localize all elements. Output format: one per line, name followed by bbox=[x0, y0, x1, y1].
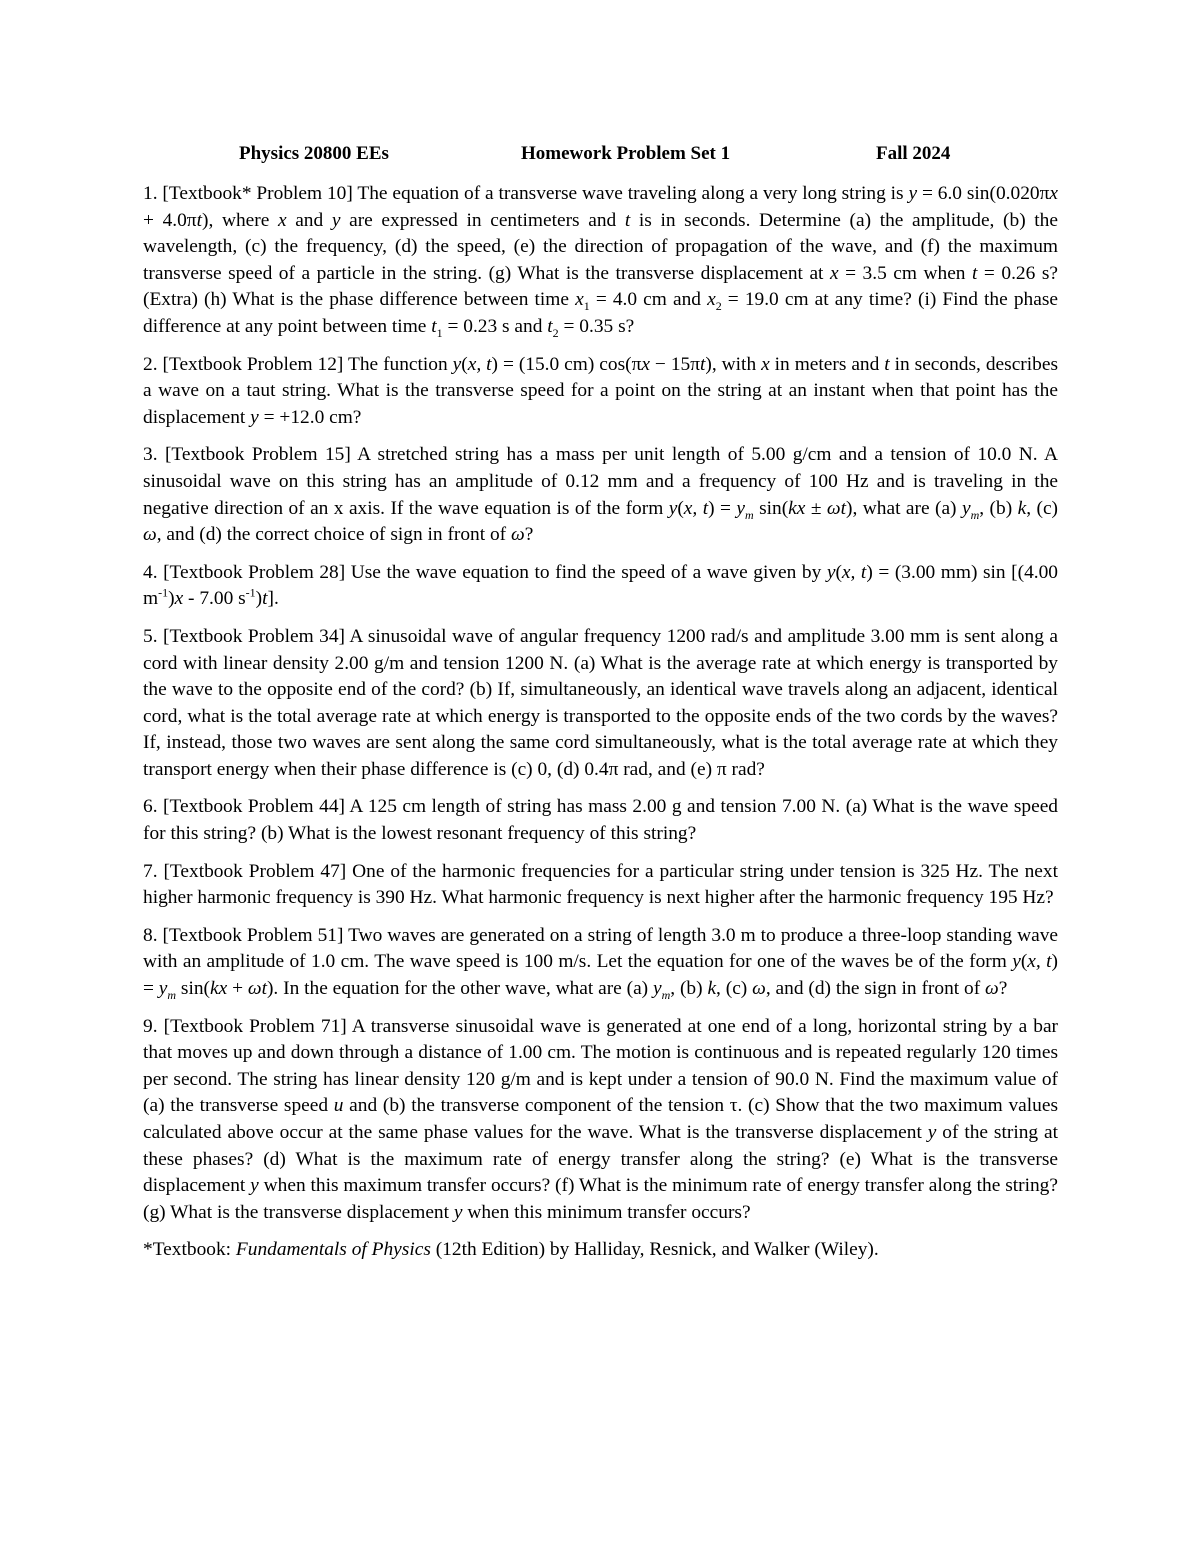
text: = 19.0 cm at any time? (i) Find the phase difference at any point between time bbox=[143, 289, 1058, 337]
superscript: -1 bbox=[158, 585, 169, 600]
problem-5 bbox=[143, 624, 1058, 784]
page-header bbox=[0, 143, 1200, 169]
text: and bbox=[286, 209, 332, 231]
problem-7 bbox=[143, 859, 1058, 912]
math-var: y bbox=[961, 497, 971, 519]
text: sin( bbox=[753, 497, 789, 519]
subscript: 2 bbox=[715, 299, 722, 314]
math-var: t bbox=[624, 209, 631, 231]
problem-label: 4. [Textbook Problem 28] bbox=[143, 561, 346, 583]
math-var: y bbox=[908, 183, 918, 204]
math-var: x, t bbox=[467, 353, 492, 375]
subscript: 1 bbox=[583, 299, 590, 314]
text: ( bbox=[677, 497, 684, 519]
math-var: y bbox=[158, 978, 168, 1000]
text: , and (d) the sign in front of bbox=[765, 978, 986, 1000]
math-var: y bbox=[826, 561, 836, 583]
text: = 4.0 cm and bbox=[589, 289, 708, 311]
math-var: y bbox=[668, 497, 678, 519]
math-var: t bbox=[884, 353, 890, 375]
problem-label: 5. [Textbook Problem 34] bbox=[143, 625, 345, 647]
text: ± bbox=[805, 497, 827, 519]
text: Two waves are generated on a string of length 3.0 m to produce a three-loop standing wave with an amplitude of 1.0 cm. The wave speed is 100 m/s. Let the equation for one of the waves be of the form bbox=[143, 924, 1058, 973]
problem-2 bbox=[143, 352, 1058, 432]
text: is in seconds. Determine (a) the amplitude, (b) the wavelength, (c) the frequency, (d) the speed, (e) the direction of propagation of the wave, and (f) the maximum transverse speed of a particle in the string. (g) What is the transverse displacement at bbox=[143, 209, 1058, 284]
math-var: ωt bbox=[826, 497, 847, 519]
math-var: kx bbox=[788, 497, 806, 519]
text: ? bbox=[998, 978, 1008, 1000]
math-var: t bbox=[547, 315, 553, 337]
course-name: Physics 20800 EEs bbox=[239, 143, 389, 164]
math-var: x bbox=[761, 353, 770, 375]
math-var: x, t bbox=[841, 561, 867, 583]
math-var: y bbox=[653, 978, 662, 1000]
subscript: m bbox=[744, 507, 754, 522]
math-var: y bbox=[927, 1122, 937, 1143]
math-var: t bbox=[196, 209, 202, 231]
math-var: x bbox=[829, 262, 839, 284]
text: ) = (15.0 cm) cos(π bbox=[491, 353, 642, 375]
text: ), with bbox=[705, 353, 762, 375]
math-var: ωt bbox=[247, 978, 267, 1000]
text: ? bbox=[524, 524, 534, 546]
text: = 3.5 cm when bbox=[838, 262, 973, 284]
math-var: u bbox=[333, 1095, 344, 1117]
footnote-suffix: (12th Edition) by Halliday, Resnick, and Walker (Wiley). bbox=[430, 1239, 879, 1261]
problem-label: 6. [Textbook Problem 44] bbox=[143, 796, 345, 818]
math-var: x bbox=[174, 588, 184, 610]
text: in meters and bbox=[769, 353, 885, 375]
math-var: y bbox=[331, 209, 341, 231]
text: ) = (3.00 mm) sin [(4.00 m bbox=[143, 561, 1058, 610]
page-title: Homework Problem Set 1 bbox=[521, 143, 731, 164]
text: A transverse sinusoidal wave is generated at one end of a long, horizontal string by a bar that moves up and down through a distance of 1.00 cm. The motion is continuous and is repeated regularly 120 times per second. The string has linear density 120 g/m and is kept under a tension of 90.0 N. Find the maximum value of (a) the transverse speed bbox=[143, 1015, 1059, 1117]
text: ) = bbox=[143, 951, 1058, 1000]
text: A 125 cm length of string has mass 2.00 g and tension 7.00 N. (a) What is the wave speed for this string? (b) What is the lowest resonant frequency of this string? bbox=[143, 796, 1059, 845]
text: ) bbox=[255, 588, 263, 610]
term-label: Fall 2024 bbox=[876, 143, 951, 164]
math-var: x bbox=[707, 289, 716, 311]
text: ]. bbox=[267, 588, 279, 610]
text: , (c) bbox=[716, 978, 753, 1000]
math-var: ω bbox=[752, 978, 766, 1000]
text: and (b) the transverse component of the tension τ. (c) Show that the two maximum values calculated above occur at the same phase values for the wave. What is the transverse displacement bbox=[143, 1095, 1058, 1143]
math-var: x, t bbox=[1027, 951, 1052, 973]
text: , (c) bbox=[1026, 497, 1059, 519]
subscript: m bbox=[661, 987, 671, 1002]
text: , (b) bbox=[979, 497, 1018, 519]
problem-label: 9. [Textbook Problem 71] bbox=[143, 1015, 347, 1037]
text: One of the harmonic frequencies for a particular string under tension is 325 Hz. The next higher harmonic frequency is 390 Hz. What harmonic frequency is next higher after the harmonic frequency 195 Hz? bbox=[143, 860, 1058, 909]
text: sin( bbox=[176, 978, 211, 1000]
text: The function bbox=[343, 353, 453, 375]
math-var: x bbox=[575, 289, 584, 311]
superscript: -1 bbox=[245, 585, 256, 600]
problem-label: 7. [Textbook Problem 47] bbox=[143, 860, 347, 882]
problem-label: 3. [Textbook Problem 15] bbox=[143, 444, 351, 466]
math-var: ω bbox=[511, 524, 525, 546]
math-var: y bbox=[453, 1201, 463, 1223]
math-var: k bbox=[707, 978, 717, 1000]
text: Use the wave equation to find the speed of a wave given by bbox=[345, 561, 827, 583]
problem-8 bbox=[143, 923, 1058, 1003]
subscript: 1 bbox=[436, 325, 443, 340]
math-var: x bbox=[277, 209, 287, 231]
math-var: x, t bbox=[683, 497, 709, 519]
book-title: Fundamentals of Physics bbox=[235, 1239, 431, 1261]
text: ). In the equation for the other wave, what are (a) bbox=[266, 978, 653, 1000]
text: + bbox=[227, 978, 248, 1000]
text: when this maximum transfer occurs? (f) What is the minimum rate of energy transfer along the string? (g) What is the transverse displacement bbox=[143, 1175, 1058, 1223]
problem-1 bbox=[143, 181, 1058, 341]
math-var: y bbox=[1012, 951, 1021, 973]
math-var: t bbox=[700, 353, 706, 375]
math-var: k bbox=[1017, 497, 1027, 519]
math-var: kx bbox=[210, 978, 228, 1000]
text: are expressed in centimeters and bbox=[340, 209, 625, 231]
text: , and (d) the correct choice of sign in front of bbox=[156, 524, 511, 546]
problem-9 bbox=[143, 1014, 1058, 1227]
math-var: y bbox=[250, 406, 259, 428]
math-var: ω bbox=[985, 978, 999, 1000]
math-var: t bbox=[972, 262, 978, 284]
text: ) bbox=[168, 588, 175, 610]
problem-label: 2. [Textbook Problem 12] bbox=[143, 353, 344, 375]
math-var: x bbox=[1049, 183, 1058, 204]
text: ) = bbox=[708, 497, 737, 519]
text: = 0.26 s? (Extra) (h) What is the phase difference between time bbox=[143, 262, 1058, 311]
text: ( bbox=[461, 353, 468, 375]
math-var: ω bbox=[143, 524, 157, 546]
math-var: x bbox=[641, 353, 650, 375]
text: The equation of a transverse wave traveling along a very long string is bbox=[352, 183, 909, 204]
math-var: y bbox=[250, 1175, 259, 1197]
text: in seconds, describes a wave on a taut string. What is the transverse speed for a point on the string at an instant when that point has the displacement bbox=[143, 353, 1058, 428]
text: ( bbox=[835, 561, 842, 583]
math-var: t bbox=[431, 315, 437, 337]
text: ), what are (a) bbox=[846, 497, 962, 519]
text: ), where bbox=[202, 209, 278, 231]
text: = 0.35 s? bbox=[558, 315, 635, 337]
text: ( bbox=[1020, 951, 1028, 973]
textbook-footnote bbox=[143, 1237, 1058, 1264]
text: + 4.0π bbox=[143, 209, 197, 231]
math-var: y bbox=[736, 497, 745, 519]
footnote-prefix: *Textbook: bbox=[143, 1239, 236, 1261]
problem-label: 1. [Textbook* Problem 10] bbox=[143, 183, 353, 204]
text: = +12.0 cm? bbox=[258, 406, 362, 428]
text: , (b) bbox=[670, 978, 708, 1000]
problem-label: 8. [Textbook Problem 51] bbox=[143, 924, 344, 946]
problem-list bbox=[143, 181, 1058, 1264]
text: when this minimum transfer occurs? bbox=[462, 1201, 751, 1223]
problem-6 bbox=[143, 794, 1058, 847]
subscript: m bbox=[970, 507, 980, 522]
text: A stretched string has a mass per unit length of 5.00 g/cm and a tension of 10.0 N. A sinusoidal wave on this string has an amplitude of 0.12 mm and a frequency of 100 Hz and is traveling in the negative direction of an x axis. If the wave equation is of the form bbox=[143, 444, 1058, 519]
text: of the string at these phases? (d) What is the maximum rate of energy transfer along the string? (e) What is the transverse displacement bbox=[143, 1122, 1058, 1197]
subscript: 2 bbox=[552, 325, 559, 340]
text: − 15π bbox=[649, 353, 701, 375]
math-var: t bbox=[262, 588, 268, 610]
math-var: y bbox=[452, 353, 462, 375]
text: = 0.23 s and bbox=[442, 315, 548, 337]
text: - 7.00 s bbox=[183, 588, 246, 610]
problem-4 bbox=[143, 560, 1058, 613]
subscript: m bbox=[167, 987, 177, 1002]
problem-3 bbox=[143, 442, 1058, 548]
text: = 6.0 sin(0.020π bbox=[917, 183, 1050, 204]
text: A sinusoidal wave of angular frequency 1200 rad/s and amplitude 3.00 mm is sent along a cord with linear density 2.00 g/m and tension 1200 N. (a) What is the average rate at which energy is transported by the wave to the opposite end of the cord? (b) If, simultaneously, an identical wave travels along an adjacent, identical cord, what is the total average rate at which energy is transported to the opposite ends of the two cords by the waves? If, instead, those two waves are sent along the same cord simultaneously, what is the total average rate at which they transport energy when their phase difference is (c) 0, (d) 0.4π rad, and (e) π rad? bbox=[143, 625, 1058, 780]
